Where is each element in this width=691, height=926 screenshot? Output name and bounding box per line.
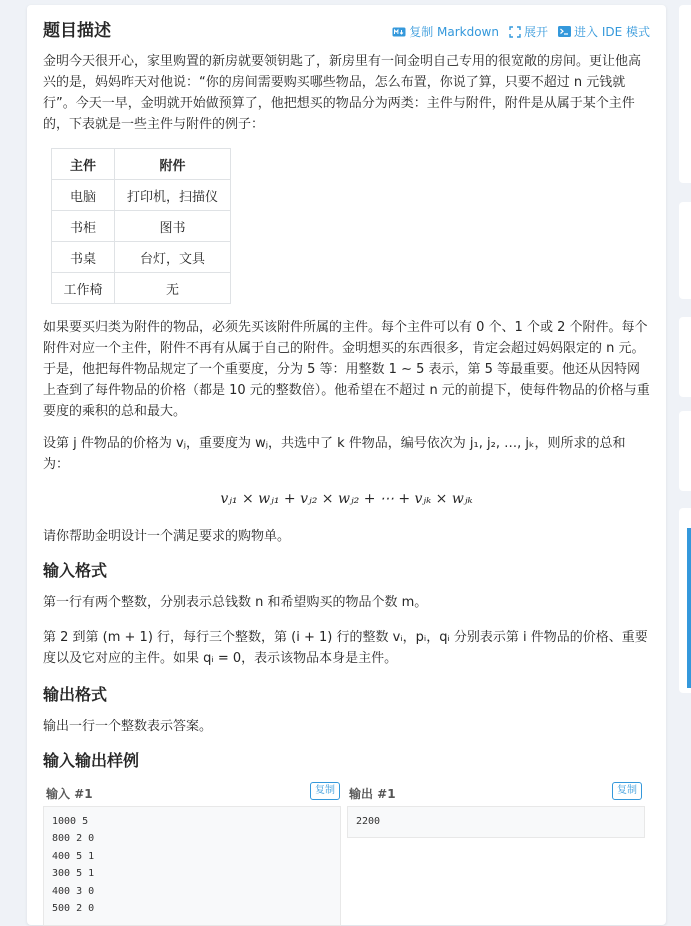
sample-input-label: 输入 #1 xyxy=(46,787,93,801)
output-format-paragraph: 输出一行一个整数表示答案。 xyxy=(43,719,213,734)
sample-output-line: 2200 xyxy=(356,816,381,827)
header-actions xyxy=(392,23,650,40)
markdown-icon xyxy=(392,27,406,37)
table-cell: 无 xyxy=(115,273,231,304)
sample-input-line: 800 2 0 xyxy=(52,833,95,845)
sample-input-line: 1000 5 xyxy=(52,816,89,827)
sum-formula: vⱼ₁ × wⱼ₁ + vⱼ₂ × wⱼ₂ + ⋯ + vⱼₖ × wⱼₖ xyxy=(220,491,473,507)
copy-markdown-label: 复制 Markdown xyxy=(409,25,499,39)
side-panel-card xyxy=(679,317,691,397)
sample-input-box[interactable] xyxy=(43,806,341,926)
sample-output-label: 输出 #1 xyxy=(349,787,396,801)
problem-card xyxy=(27,5,666,925)
description-paragraph: 如果要买归类为附件的物品，必须先买该附件所属的主件。每个主件可以有 0 个、1 个或 2 个附件。每个附件对应一个主件，附件不再有从属于自己的附件。金明想买的东西很多，肯定会超过妈妈限定的 n 元。于是，他把每件物品规定了一个重要度，分为 5 等：用整数 1 ∼ 5 表示，第 5 等最重要。他还从因特网上查到了每件物品的价格（都是 10 元的整数倍）。他希望在不超过 n 元的前提下，使每件物品的价格与重要度的乘积的总和最大。 xyxy=(43,320,650,419)
section-title-description: 题目描述 xyxy=(43,21,111,41)
sample-input-line: 300 5 1 xyxy=(52,868,95,880)
section-title-samples: 输入输出样例 xyxy=(43,751,140,770)
section-title-input-format: 输入格式 xyxy=(43,561,108,580)
table-cell: 书桌 xyxy=(52,242,115,273)
side-panel-card xyxy=(679,5,691,183)
sample-input-line: 500 2 0 xyxy=(52,903,95,915)
sample-input-line: 400 3 0 xyxy=(52,885,95,897)
example-table xyxy=(51,148,231,304)
table-cell: 图书 xyxy=(115,211,231,242)
ide-mode-label: 进入 IDE 模式 xyxy=(574,25,650,39)
side-panel-card xyxy=(679,411,691,491)
table-cell: 书柜 xyxy=(52,211,115,242)
description-paragraph: 请你帮助金明设计一个满足要求的购物单。 xyxy=(43,529,291,544)
table-row xyxy=(52,242,231,273)
input-format-paragraph: 第 2 到第 (m + 1) 行，每行三个整数，第 (i + 1) 行的整数 vᵢ，pᵢ，qᵢ 分别表示第 i 件物品的价格、重要度以及它对应的主件。如果 qᵢ = 0，表示该物品本身是主件。 xyxy=(43,630,648,666)
sample-output-box[interactable] xyxy=(347,806,645,838)
table-row xyxy=(52,180,231,211)
expand-icon xyxy=(509,26,521,38)
copy-markdown-button[interactable] xyxy=(392,23,499,40)
copy-input-button[interactable]: 复制 xyxy=(310,782,340,800)
table-header-row xyxy=(52,149,231,180)
table-header-cell: 主件 xyxy=(52,149,115,180)
expand-label: 展开 xyxy=(523,25,548,39)
sample-input-line: 400 5 1 xyxy=(52,850,95,862)
table-cell: 台灯，文具 xyxy=(115,242,231,273)
description-paragraph: 设第 j 件物品的价格为 vⱼ，重要度为 wⱼ，共选中了 k 件物品，编号依次为 j₁, j₂, …, jₖ，则所求的总和为： xyxy=(43,436,626,472)
card-header xyxy=(43,19,650,43)
section-title-output-format: 输出格式 xyxy=(43,685,108,704)
table-row xyxy=(52,211,231,242)
input-format-paragraph: 第一行有两个整数，分别表示总钱数 n 和希望购买的物品个数 m。 xyxy=(43,595,428,610)
expand-button[interactable] xyxy=(509,23,548,40)
ide-mode-button[interactable] xyxy=(558,23,650,40)
table-cell: 打印机，扫描仪 xyxy=(115,180,231,211)
table-header-cell: 附件 xyxy=(115,149,231,180)
side-panel-accent xyxy=(687,528,691,688)
table-row xyxy=(52,273,231,304)
side-panel-card xyxy=(679,202,691,299)
table-cell: 电脑 xyxy=(52,180,115,211)
description-paragraph: 金明今天很开心，家里购置的新房就要领钥匙了，新房里有一间金明自己专用的很宽敞的房间。更让他高兴的是，妈妈昨天对他说：“你的房间需要购买哪些物品，怎么布置，你说了算，只要不超过 n 元钱就行”。今天一早，金明就开始做预算了，他把想买的物品分为两类：主件与附件，附件是从属于某个主件的，下表就是一些主件与附件的例子： xyxy=(43,54,642,132)
table-cell: 工作椅 xyxy=(52,273,115,304)
copy-output-button[interactable]: 复制 xyxy=(612,782,642,800)
terminal-icon xyxy=(558,26,571,37)
